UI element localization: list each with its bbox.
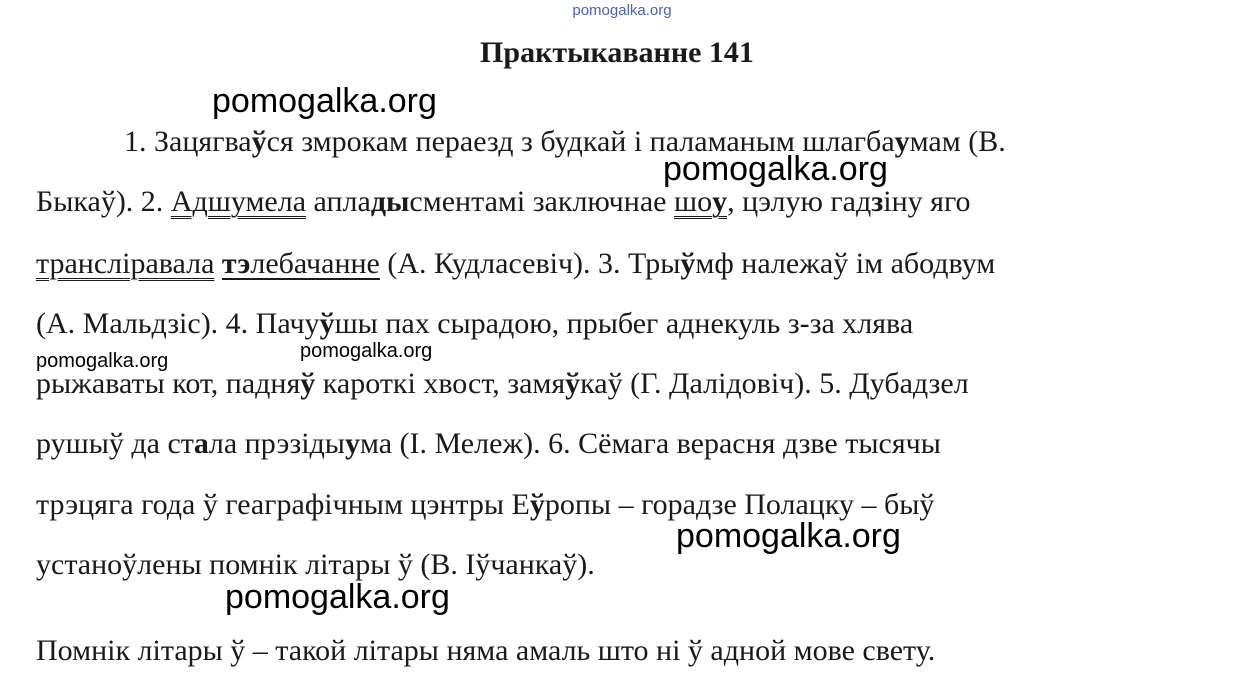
- text-segment: сментамі заключнае: [409, 185, 674, 218]
- text-segment: мф належаў ім абодвум: [695, 247, 996, 280]
- text-line-6: [36, 426, 941, 462]
- watermark: pomogalka.org: [225, 578, 450, 616]
- underlined-subject: лебачанне: [250, 247, 380, 280]
- text-line-9: Помнік літары ў – такой літары няма амаль што ні ў адной мове свету.: [36, 634, 936, 667]
- text-segment: 1. Зацягва: [124, 125, 252, 158]
- stressed-letter: у: [894, 125, 910, 158]
- stressed-letter: ў: [251, 125, 267, 158]
- watermark: pomogalka.org: [36, 350, 169, 372]
- stressed-letter: ў: [680, 247, 696, 280]
- text-segment: трэцяга года ў геаграфічным цэнтры Е: [36, 488, 530, 521]
- watermark: pomogalka.org: [212, 82, 437, 120]
- underlined-subject: шо: [673, 185, 713, 218]
- stressed-letter: з: [871, 185, 884, 218]
- stressed-letter: ды: [370, 185, 410, 218]
- text-segment: ла прэзіды: [208, 427, 345, 460]
- text-segment: шы пах сырадою, прыбег аднекуль з-за хлява: [334, 307, 914, 340]
- text-line-4: [36, 306, 913, 342]
- text-segment: апла: [306, 185, 371, 218]
- text-segment: ся змрокам пераезд з будкай і паламаным шлагба: [266, 125, 895, 158]
- watermark: pomogalka.org: [300, 340, 433, 362]
- text-segment: ма (І. Мележ). 6. Сёмага верасня дзве тысячы: [359, 427, 941, 460]
- text-segment: кароткі хвост, замя: [315, 367, 566, 400]
- text-line-5: [36, 366, 969, 402]
- watermark: pomogalka.org: [676, 517, 901, 555]
- text-segment: [214, 247, 222, 280]
- text-segment: рушыў да ст: [36, 427, 194, 460]
- text-segment: каў (Г. Далідовіч). 5. Дубадзел: [580, 367, 969, 400]
- stressed-letter: ў: [565, 367, 581, 400]
- stressed-letter: ў: [529, 488, 545, 521]
- page-title: Практыкаванне 141: [480, 36, 754, 69]
- text-segment: рыжаваты кот, падня: [36, 367, 301, 400]
- text-segment: мам (В.: [909, 125, 1006, 158]
- underlined-predicate: трансліравала: [36, 247, 215, 280]
- site-url-header: pomogalka.org: [572, 2, 672, 19]
- stressed-letter: а: [193, 427, 209, 460]
- underlined-predicate: Адшумела: [170, 185, 307, 218]
- stressed-letter: ў: [319, 307, 335, 340]
- text-segment: , цэлую гад: [727, 185, 872, 218]
- stressed-letter: у: [344, 427, 360, 460]
- text-segment: (А. Кудласевіч). 3. Тры: [379, 247, 681, 280]
- watermark: pomogalka.org: [663, 150, 888, 188]
- stressed-letter: ў: [300, 367, 316, 400]
- text-segment: (А. Мальдзіс). 4. Пачу: [36, 307, 320, 340]
- underlined-subject-stressed: тэ: [221, 247, 251, 280]
- stressed-letter: у: [712, 185, 728, 218]
- text-line-8: устаноўлены помнік літары ў (В. Іўчанкаў).: [36, 548, 595, 581]
- text-line-2: [36, 184, 971, 220]
- text-segment: ропы – горадзе Полацку – быў: [544, 488, 935, 521]
- text-segment: іну яго: [883, 185, 971, 218]
- text-segment: Быкаў). 2.: [36, 185, 171, 218]
- text-line-3: [36, 246, 995, 282]
